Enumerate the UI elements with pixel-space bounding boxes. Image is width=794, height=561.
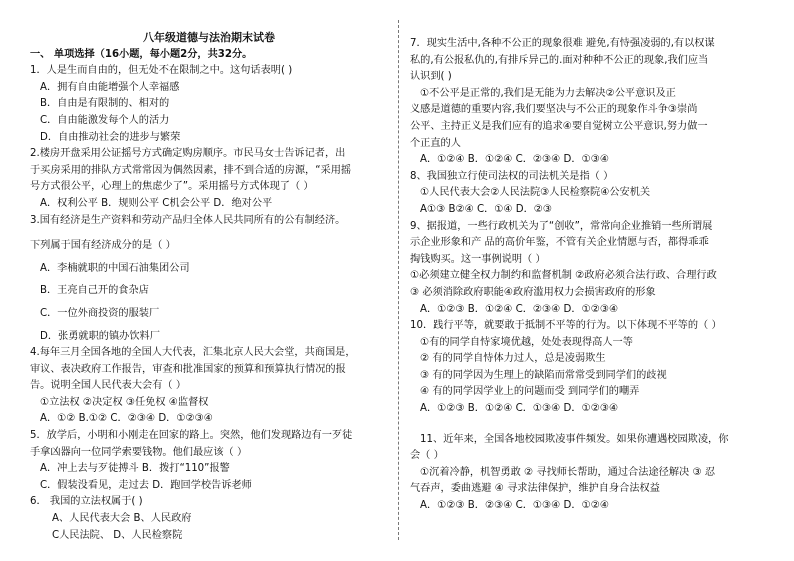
question-stem: 公平、主持正义是我们应有的追求④要自觉树立公平意识,努力做一 <box>410 120 708 132</box>
option: C．自由能激发每个人的活力 <box>40 114 170 126</box>
option: ② 有的同学自恃体力过人，总是凌弱欺生 <box>420 353 606 365</box>
option: ①必须建立健全权力制约和监督机制 ②政府必须合法行政、合理行政 <box>410 270 717 282</box>
question-1 <box>30 63 388 146</box>
option: 气吞声，委曲逃避 ④ 寻求法律保护，维护自身合法权益 <box>410 483 660 495</box>
question-stem: 会（ ） <box>410 450 444 462</box>
option: ①有的同学自恃家境优越，处处表现得高人一等 <box>420 336 633 348</box>
option: A．①②③ B．①②④ C．①③④ D．①②③④ <box>420 403 619 415</box>
option: A①③ B②④ C．①④ D．②③ <box>420 203 553 215</box>
option: D．自由推动社会的进步与繁荣 <box>40 131 181 143</box>
question-stem: 10．践行平等，就要敢于抵制不平等的行为。以下体现不平等的（ ） <box>410 320 722 332</box>
question-11 <box>410 432 776 515</box>
option: ④ 有的同学因学业上的问题而受 到同学们的嘲弄 <box>420 386 640 398</box>
question-stem: 2.楼房开盘采用公证摇号方式确定购房顺序。市民马女士告诉记者，出 <box>30 148 346 160</box>
option: ①立法权 ②决定权 ③任免权 ④监督权 <box>40 396 209 408</box>
option: ①沉着冷静，机智勇敢 ② 寻找师长帮助，通过合法途径解决 ③ 忍 <box>420 466 716 478</box>
question-8 <box>410 169 776 219</box>
question-5 <box>30 428 388 494</box>
option: C．假装没看见，走过去 D．跑回学校告诉老师 <box>40 479 252 491</box>
question-stem: 11、近年来，全国各地校园欺凌事件频发。如果你遭遇校园欺凌，你 <box>420 433 729 445</box>
left-column <box>30 30 388 544</box>
question-stem: 义感是道德的重要内容,我们要坚决与不公正的现象作斗争③崇尚 <box>410 104 698 116</box>
question-9 <box>410 219 776 319</box>
question-stem: 5．放学后，小明和小刚走在回家的路上。突然，他们发现路边有一歹徒 <box>30 430 353 442</box>
option: A．①② B.①② C．②③④ D．①②③④ <box>40 413 213 425</box>
question-stem: 掏钱购买。这一事例说明（ ） <box>410 253 546 265</box>
option: A．①②③ B．②③④ C．①③④ D．①②④ <box>420 500 609 512</box>
option: ①人民代表大会②人民法院③人民检察院④公安机关 <box>420 187 651 199</box>
option: B．自由是有限制的、相对的 <box>40 98 170 110</box>
option: A．权利公平 B．规则公平 C机会公平 D．绝对公平 <box>40 197 273 209</box>
question-4 <box>30 345 388 428</box>
question-3 <box>30 213 388 346</box>
question-stem: 私的,有公报私仇的,有排斥异己的.面对种种不公正的现象,我们应当 <box>410 54 709 66</box>
question-2 <box>30 146 388 212</box>
question-6 <box>30 494 388 544</box>
question-stem: 于买房采用的排队方式常常因为偶然因素，排不到合适的房源，“采用摇 <box>30 164 352 176</box>
option: A．①②③ B．①②④ C．②③④ D．①②③④ <box>420 303 619 315</box>
question-stem: 号方式很公平，心理上的焦虑少了”。采用摇号方式体现了（ ） <box>30 181 314 193</box>
option: A、人民代表大会 B、人民政府 <box>52 513 192 525</box>
question-stem: 手拿凶器向一位同学索要钱物。他们最应该（ ） <box>30 446 248 458</box>
question-stem: ①不公平是正常的,我们是无能为力去解决②公平意识及正 <box>420 87 676 99</box>
option: D．张勇就职的镇办饮料厂 <box>40 330 160 342</box>
question-stem: 下列属于国有经济成分的是（ ） <box>30 240 176 252</box>
option: B．王亮自己开的食杂店 <box>40 285 149 297</box>
option: ③ 必须消除政府职能④政府滥用权力会损害政府的形象 <box>410 286 656 298</box>
question-stem: 审议、表决政府工作报告，审查和批准国家的预算和预算执行情况的报 <box>30 363 346 375</box>
option: A．拥有自由能增强个人幸福感 <box>40 81 180 93</box>
option: ③ 有的同学因为生理上的缺陷而常常受到同学们的歧视 <box>420 369 667 381</box>
option: A．①②④ B．①②④ C．②③④ D．①③④ <box>420 154 609 166</box>
question-stem: 9、据报道，一些行政机关为了“创收”，常常向企业推销一些所谓展 <box>410 220 713 232</box>
option: A．冲上去与歹徒搏斗 B．拨打“110”报警 <box>40 463 230 475</box>
column-divider <box>398 20 399 540</box>
section-heading: 一、 单项选择（16小题，每小题2分，共32分。 <box>30 48 253 60</box>
option: C．一位外商投资的服装厂 <box>40 307 160 319</box>
question-stem: 示企业形象和产 品的高价年鉴，不管有关企业情愿与否，都得乖乖 <box>410 237 709 249</box>
question-7 <box>410 36 776 169</box>
question-stem: 1．人是生而自由的，但无处不在限制之中。这句话表明( ) <box>30 65 293 77</box>
question-stem: 3.国有经济是生产资料和劳动产品归全体人民共同所有的公有制经济。 <box>30 214 346 226</box>
option: A．李楠就职的中国石油集团公司 <box>40 262 190 274</box>
question-stem: 6． 我国的立法权属于( ) <box>30 496 143 508</box>
exam-title: 八年级道德与法治期末试卷 <box>143 31 275 44</box>
question-10 <box>410 318 776 418</box>
question-stem: 4.每年三月全国各地的全国人大代表，汇集北京人民大会堂，共商国是， <box>30 347 356 359</box>
option: C人民法院、 D、人民检察院 <box>52 529 183 541</box>
question-stem: 告。说明全国人民代表大会有（ ） <box>30 380 187 392</box>
question-stem: 认识到( ) <box>410 71 452 83</box>
question-stem: 8、我国独立行使司法权的司法机关是指（ ） <box>410 170 614 182</box>
right-column <box>410 36 776 515</box>
question-stem: 个正直的人 <box>410 137 461 149</box>
question-stem: 7．现实生活中,各种不公正的现象很难 避免,有恃强凌弱的,有以权谋 <box>410 38 715 49</box>
